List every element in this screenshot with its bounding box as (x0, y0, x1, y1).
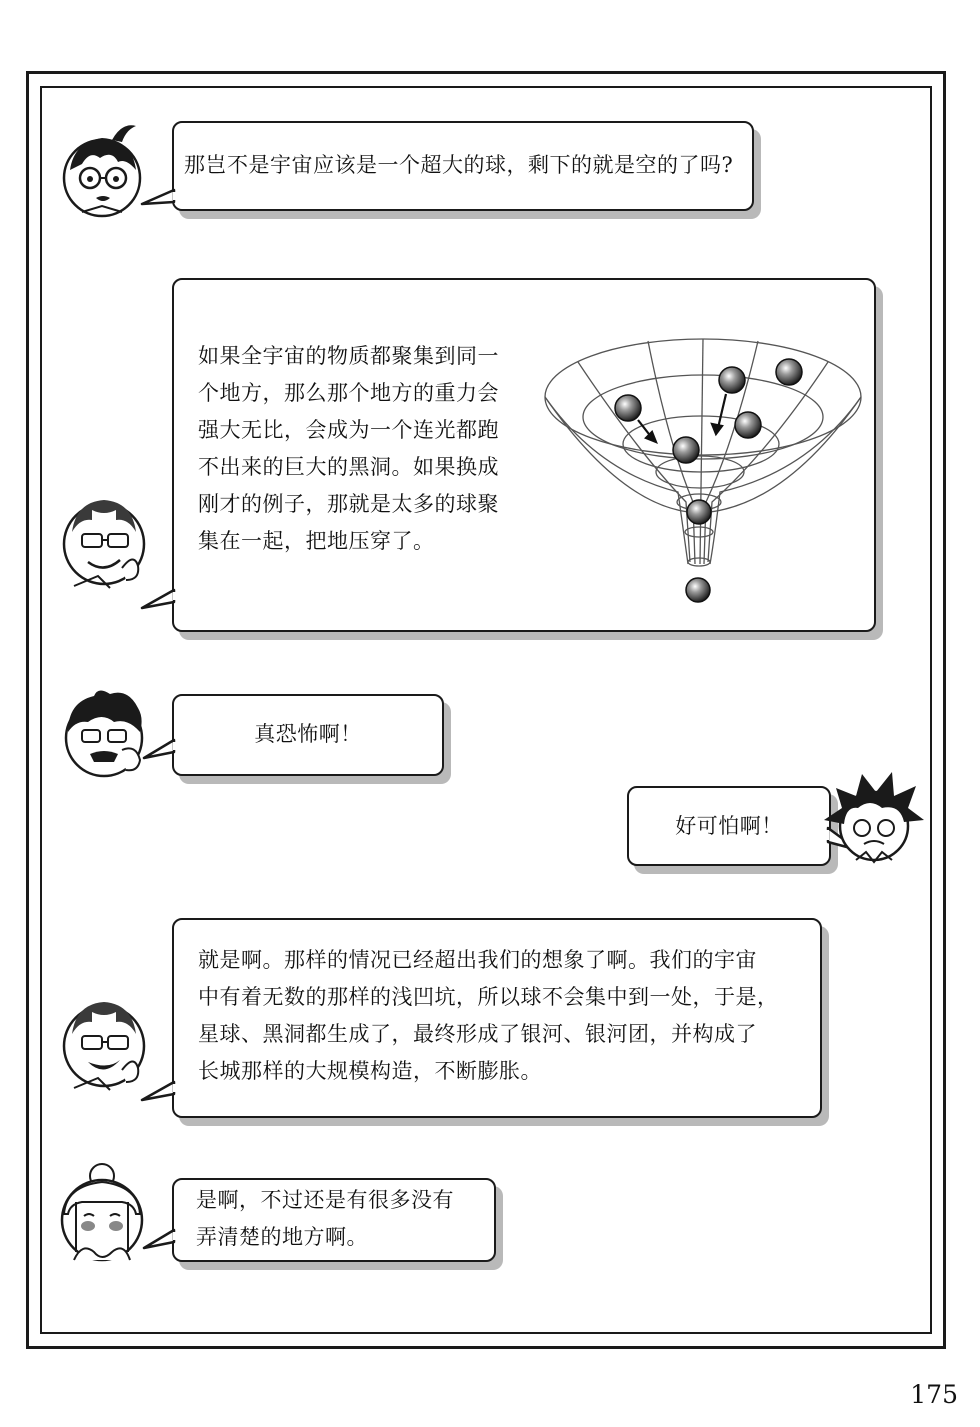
ball (776, 359, 802, 385)
motion-arrows (638, 394, 726, 442)
speech-bubble-5 (172, 918, 822, 1118)
dialogue-5-line: 就是啊。那样的情况已经超出我们的想象了啊。我们的宇宙 (198, 948, 757, 972)
dialogue-2-line: 如果全宇宙的物质都聚集到同一 (198, 344, 499, 368)
bubble-2-tail (140, 588, 176, 614)
professor-avatar (58, 488, 158, 596)
boy-scared-avatar (58, 686, 158, 786)
ball (615, 395, 641, 421)
speech-bubble-1 (172, 121, 754, 211)
dialogue-6-line: 弄清楚的地方啊。 (196, 1225, 368, 1249)
dialogue-5-line: 中有着无数的那样的浅凹坑，所以球不会集中到一处，于是， (198, 985, 779, 1009)
girl-spiky-avatar (816, 768, 926, 872)
ball (673, 437, 699, 463)
dialogue-1-text: 那岂不是宇宙应该是一个超大的球，剩下的就是空的了吗? (184, 153, 734, 177)
boy-glasses-avatar (60, 120, 150, 220)
dialogue-2-block (198, 338, 538, 560)
bubble-5-tail (140, 1080, 176, 1106)
gravity-well-illustration (538, 332, 864, 622)
dialogue-2-line: 集在一起，把地压穿了。 (198, 529, 435, 553)
funnel-mesh (545, 339, 861, 566)
speech-bubble-6 (172, 1178, 496, 1262)
bubble-3-tail (142, 738, 176, 762)
dialogue-5-line: 长城那样的大规模构造，不断膨胀。 (198, 1059, 542, 1083)
ball (687, 500, 711, 524)
speech-bubble-4 (627, 786, 831, 866)
dialogue-5-line: 星球、黑洞都生成了，最终形成了银河、银河团，并构成了 (198, 1022, 757, 1046)
dialogue-3-text: 真恐怖啊！ (254, 722, 362, 746)
dialogue-2-line: 个地方，那么那个地方的重力会 (198, 381, 499, 405)
ball (735, 412, 761, 438)
dialogue-6-line: 是啊，不过还是有很多没有 (196, 1188, 454, 1212)
ball (719, 367, 745, 393)
bubble-1-tail (140, 188, 176, 212)
bubble-6-tail (142, 1228, 176, 1252)
dialogue-2-line: 强大无比，会成为一个连光都跑 (198, 418, 499, 442)
speech-bubble-2 (172, 278, 876, 632)
ball (686, 578, 710, 602)
dialogue-2-line: 不出来的巨大的黑洞。如果换成 (198, 455, 499, 479)
speech-bubble-3 (172, 694, 444, 776)
dialogue-4-text: 好可怕啊！ (675, 814, 783, 838)
page-number: 175 (910, 1380, 958, 1409)
dialogue-2-line: 刚才的例子，那就是太多的球聚 (198, 492, 499, 516)
girl-avatar (52, 1152, 152, 1270)
